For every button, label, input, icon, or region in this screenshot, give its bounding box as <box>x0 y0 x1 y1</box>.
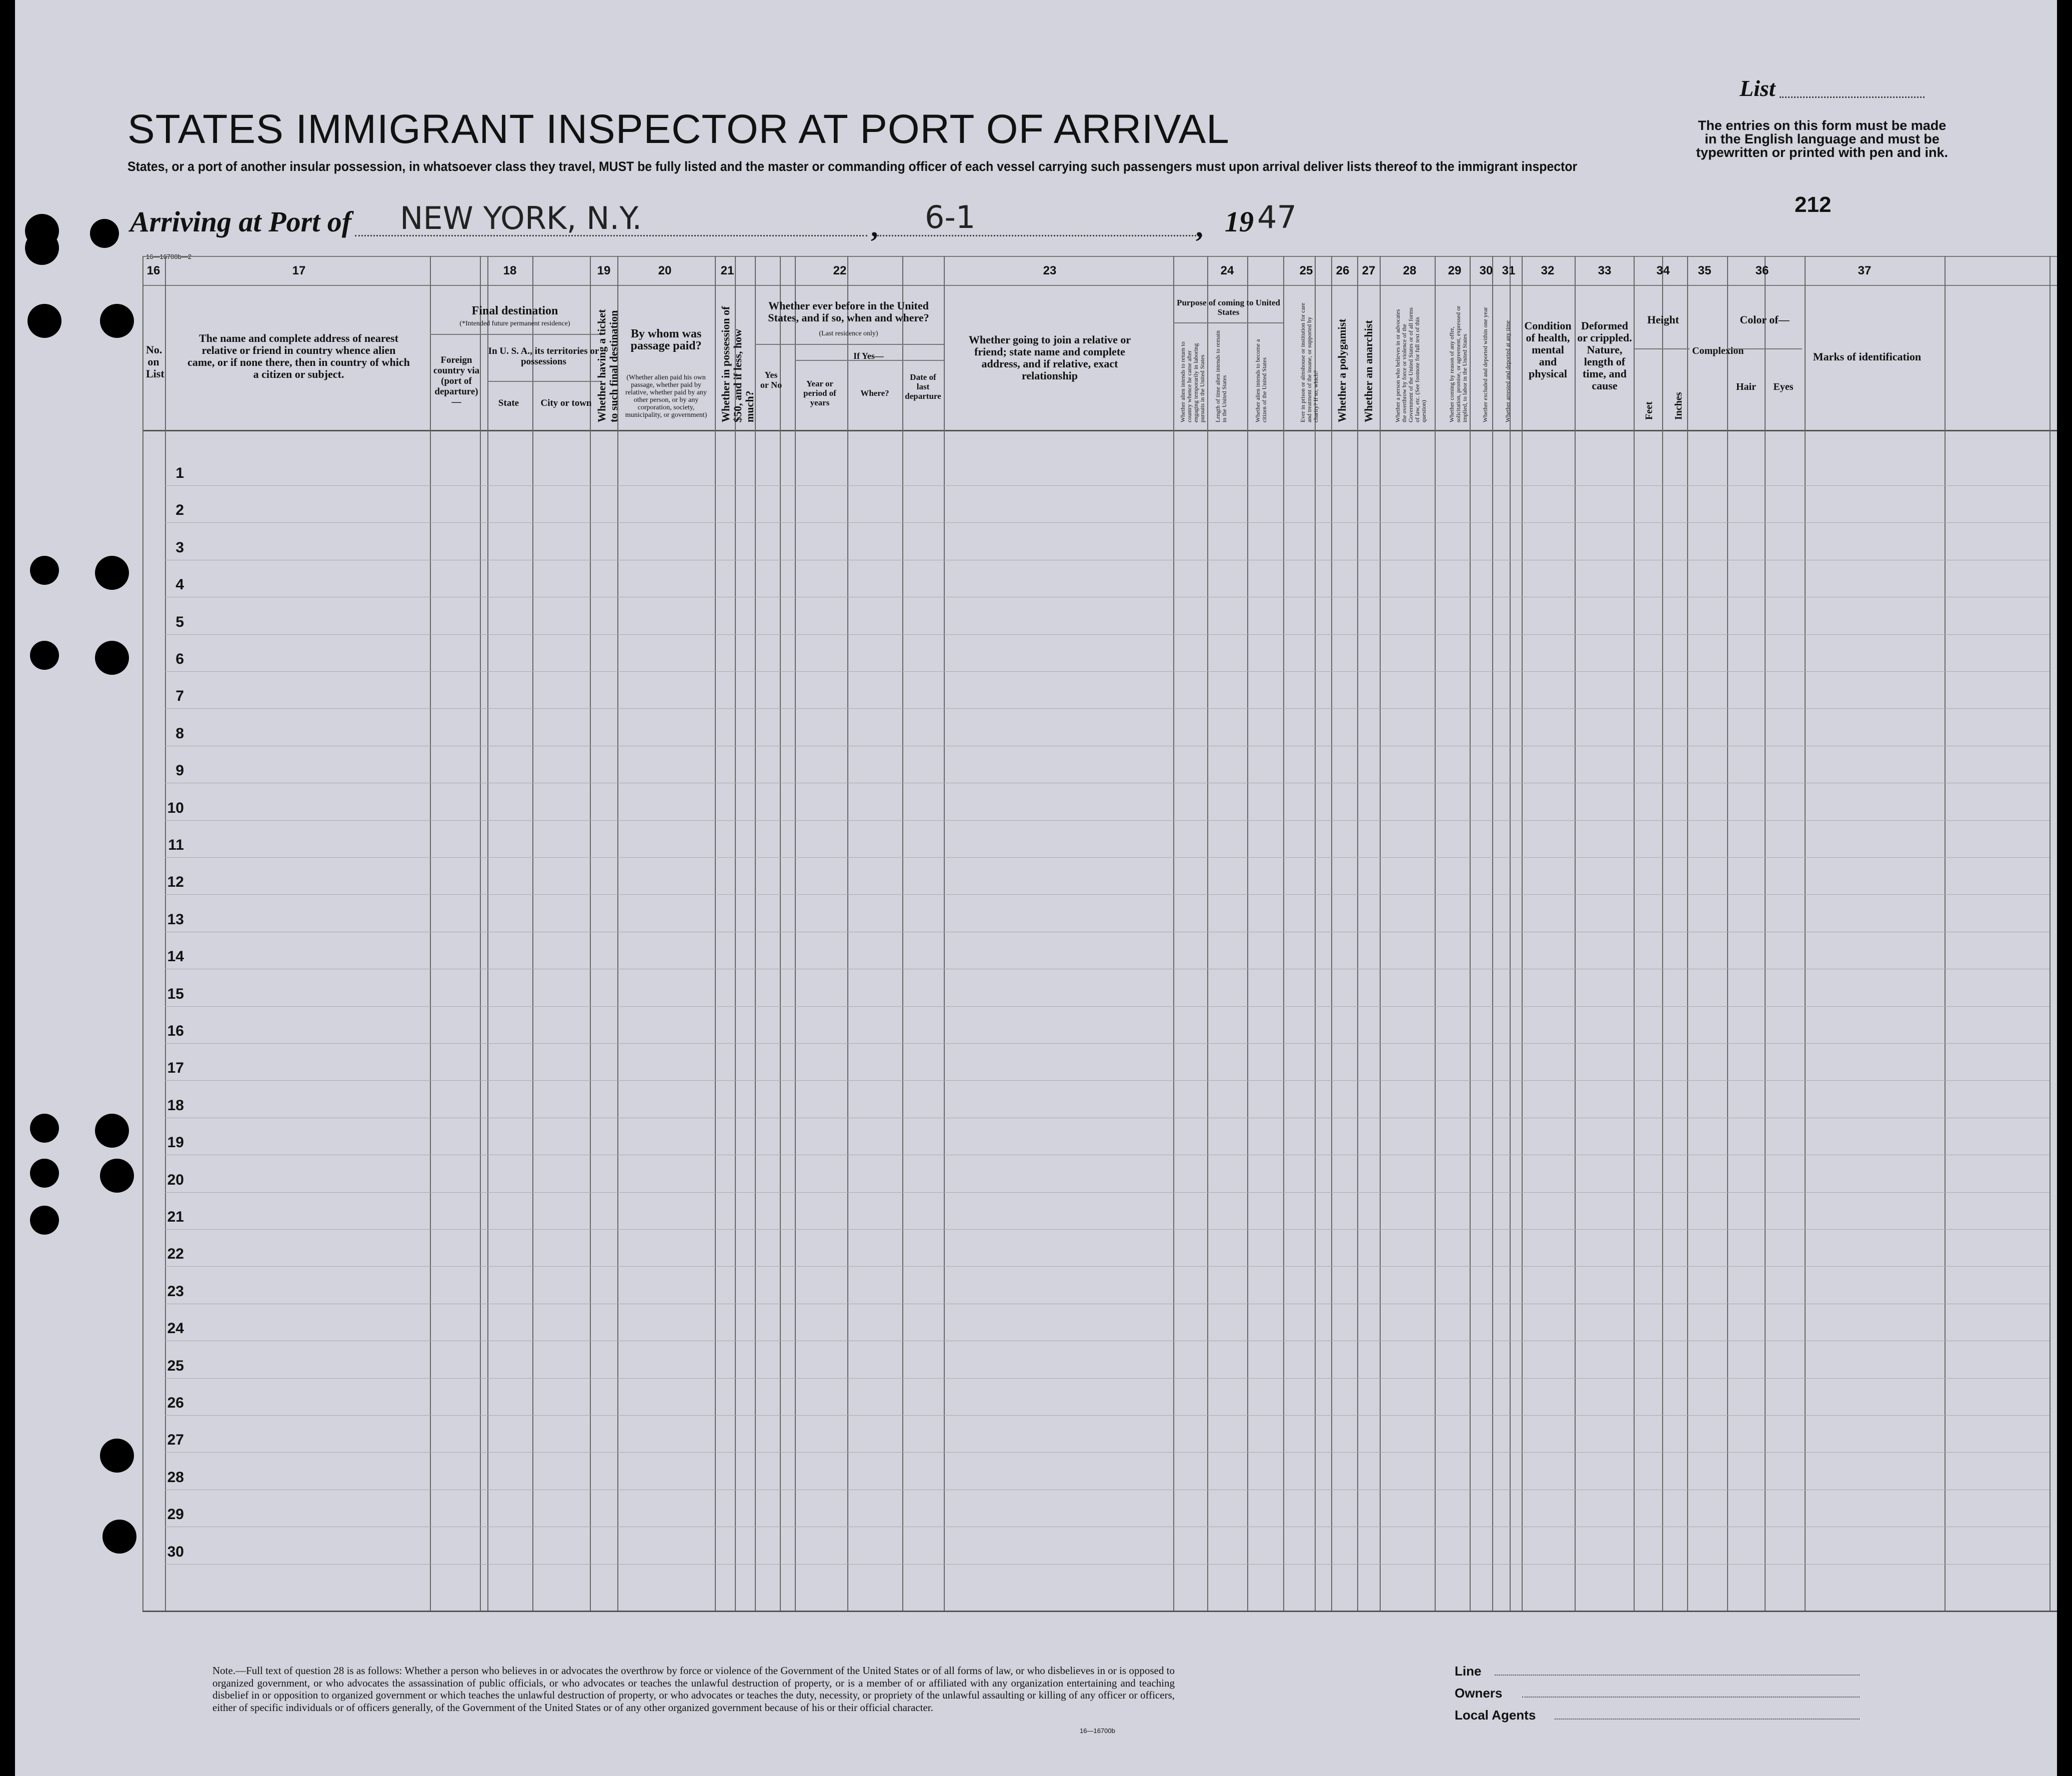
divider-line <box>487 381 602 382</box>
row-number: 22 <box>167 1246 184 1263</box>
column-divider <box>1687 256 1688 1611</box>
row-number: 2 <box>175 502 184 519</box>
column-number: 36 <box>1755 264 1769 277</box>
header-city-or-town: City or town <box>540 398 592 408</box>
column-divider <box>1315 256 1316 1611</box>
column-number: 29 <box>1448 264 1462 277</box>
punch-hole <box>30 1159 59 1188</box>
header-condition-health: Condition of health, mental and physical <box>1524 319 1572 380</box>
column-divider <box>1492 256 1493 1611</box>
column-divider <box>795 256 796 1611</box>
header-where: Where? <box>860 388 889 398</box>
punch-hole <box>25 231 59 265</box>
header-labor-offer: Whether coming by reason of any offer, solicitation, promise, or agreement, expressed or implied, to labor in the United States <box>1448 305 1468 422</box>
column-number: 23 <box>1043 264 1057 277</box>
punch-hole <box>100 1439 134 1473</box>
column-number: 20 <box>658 264 672 277</box>
row-rule <box>165 1229 2050 1230</box>
column-divider <box>1805 256 1806 1611</box>
row-number: 30 <box>167 1543 184 1560</box>
row-rule <box>165 708 2050 709</box>
header-ticket: Whether having a ticket to such final destination <box>595 309 620 422</box>
row-number: 17 <box>167 1060 184 1077</box>
header-prison: Ever in prison or almshouse or institution for care and treatment of the insane, or supported by charity? If so, which? <box>1299 302 1319 422</box>
column-divider <box>1634 256 1635 1611</box>
header-if-yes: If Yes— <box>853 351 884 361</box>
column-divider <box>480 256 481 1611</box>
row-number: 25 <box>167 1357 184 1374</box>
column-number: 33 <box>1598 264 1612 277</box>
row-rule <box>165 1452 2050 1453</box>
row-rule <box>165 1080 2050 1081</box>
row-number: 9 <box>175 762 184 779</box>
comma-separator: , <box>1196 210 1203 243</box>
header-purpose: Purpose of coming to United States <box>1177 298 1280 317</box>
row-number: 21 <box>167 1209 184 1225</box>
column-divider <box>430 256 431 1611</box>
column-number: 31 <box>1502 264 1516 277</box>
column-divider <box>902 256 903 1611</box>
column-number: 25 <box>1299 264 1313 277</box>
punch-hole <box>30 1114 59 1143</box>
header-complexion: Complexion <box>1692 345 1744 356</box>
column-number: 26 <box>1336 264 1350 277</box>
row-number: 11 <box>168 837 184 853</box>
owners-field-line <box>1522 1697 1860 1698</box>
page-number: 212 <box>1795 192 1832 217</box>
header-ever-before-us: Whether ever before in the United States, and if so, when and where? <box>768 299 929 324</box>
row-number: 24 <box>167 1320 184 1337</box>
header-yes-or-no: Yes or No <box>760 370 782 390</box>
line-label: Line <box>1455 1664 1482 1679</box>
port-value: NEW YORK, N.Y. <box>400 200 642 236</box>
form-subtitle: States, or a port of another insular possession, in whatsoever class they travel, MUST be fully listed and the master or commanding officer of each vessel carrying such passengers must upon arrival deliver lists thereof to the immigrant inspector <box>127 159 1578 174</box>
header-date-departure: Date of last departure <box>905 372 941 401</box>
row-number: 14 <box>167 948 184 965</box>
form-code: 16—16700b—2 <box>146 253 192 260</box>
punch-hole <box>100 304 134 338</box>
divider-line <box>1727 348 1802 349</box>
row-rule <box>165 522 2050 523</box>
column-number: 35 <box>1698 264 1712 277</box>
column-divider <box>1945 256 1946 1611</box>
divider-line <box>795 360 944 361</box>
header-height: Height <box>1647 313 1679 326</box>
column-number: 21 <box>720 264 734 277</box>
column-divider <box>715 256 716 1611</box>
header-final-destination: Final destination <box>471 304 558 317</box>
column-divider <box>755 256 756 1611</box>
punch-hole <box>90 219 119 248</box>
row-number: 20 <box>167 1171 184 1188</box>
column-number: 16 <box>146 264 160 277</box>
column-divider <box>1522 256 1523 1611</box>
divider-line <box>430 334 602 335</box>
punch-hole <box>30 1206 59 1235</box>
local-agents-label: Local Agents <box>1455 1708 1536 1723</box>
punch-hole <box>27 304 61 338</box>
row-number: 18 <box>167 1097 184 1114</box>
list-label: List <box>1740 75 1776 101</box>
header-fifty-dollars: Whether in possession of $50, and if less, how much? <box>719 306 756 422</box>
row-rule <box>165 1043 2050 1044</box>
header-overthrow: Whether a person who believes in or advocates the overthrow by force or violence of the Government of the United States or of all forms of law, etc. (See footnote for full text of this question) <box>1394 307 1427 422</box>
row-rule <box>165 857 2050 858</box>
footer-form-code: 16—16700b <box>1080 1727 1115 1735</box>
column-divider <box>944 256 945 1611</box>
column-divider <box>142 256 143 1611</box>
header-deformed: Deformed or crippled. Nature, length of time, and cause <box>1577 319 1632 392</box>
row-number: 7 <box>175 688 184 705</box>
header-purpose-return: Whether alien intends to return to country whence he came after engaging temporarily in laboring pursuits in the United States <box>1179 341 1206 422</box>
header-purpose-length: Length of time alien intends to remain in the United States <box>1214 330 1228 422</box>
header-last-residence: (Last residence only) <box>819 330 878 337</box>
punch-hole <box>95 641 129 675</box>
year-prefix: 19 <box>1225 205 1254 238</box>
header-inches: Inches <box>1673 392 1684 420</box>
column-divider <box>735 256 736 1611</box>
column-divider <box>1357 256 1358 1611</box>
column-divider <box>1575 256 1576 1611</box>
header-foreign-country: Foreign country via (port of departure)— <box>433 355 480 407</box>
column-divider <box>780 256 781 1611</box>
row-number: 1 <box>175 465 184 481</box>
row-number: 16 <box>167 1023 184 1039</box>
row-number: 4 <box>175 576 184 593</box>
punch-hole <box>95 1114 129 1148</box>
column-number: 18 <box>503 264 517 277</box>
row-number: 8 <box>175 725 184 742</box>
list-number-line <box>1780 96 1925 98</box>
header-final-destination-note: (*Intended future permanent residence) <box>459 320 570 327</box>
owners-label: Owners <box>1455 1686 1503 1701</box>
divider-line <box>1173 322 1283 323</box>
column-divider <box>1207 256 1208 1611</box>
column-number: 28 <box>1403 264 1417 277</box>
row-rule <box>165 820 2050 821</box>
divider-line <box>755 344 944 345</box>
row-rule <box>165 1006 2050 1007</box>
header-nearest-relative: The name and complete address of nearest relative or friend in country whence alien came, or if none there, then in country of which a citizen or subject. <box>187 332 410 380</box>
row-rule <box>165 1192 2050 1193</box>
header-anarchist: Whether an anarchist <box>1362 320 1375 422</box>
header-color-of: Color of— <box>1740 313 1790 326</box>
column-divider <box>1470 256 1471 1611</box>
row-rule <box>165 1378 2050 1379</box>
column-divider <box>487 256 488 1611</box>
column-number: 37 <box>1858 264 1872 277</box>
footnote-question-28: Note.—Full text of question 28 is as follows: Whether a person who believes in or advocates the overthrow by force or violence of the Government of the United States or of all forms of law, or who disbelieves in or is opposed to organized government, or who advocates the assassination of public officials, or who advocates or teaches the unlawful destruction of property, or is a member of or affiliated with any organization entertaining and teaching disbelief in or opposition to organized government or which teaches the unlawful destruction of property, or who advocates or teaches the duty, necessity, or propriety of the unlawful assaulting or killing of any officer or officers, either of specific individuals or of officers generally, of the Government of the United States or of any other organized government because of his or their official character. <box>212 1665 1175 1714</box>
row-number: 15 <box>167 985 184 1002</box>
punch-hole <box>100 1159 134 1193</box>
column-number: 27 <box>1362 264 1376 277</box>
column-number: 32 <box>1541 264 1555 277</box>
column-number: 34 <box>1656 264 1670 277</box>
punch-hole <box>102 1520 136 1554</box>
header-in-usa: In U. S. A., its territories or possessions <box>488 346 599 367</box>
row-number: 23 <box>167 1283 184 1300</box>
header-feet: Feet <box>1644 401 1655 420</box>
row-number: 29 <box>167 1506 184 1523</box>
table-bottom-border <box>142 1611 2057 1612</box>
header-passage-paid: By whom was passage paid? <box>630 327 702 352</box>
row-number: 19 <box>167 1134 184 1151</box>
header-eyes: Eyes <box>1773 381 1794 392</box>
row-number: 5 <box>175 613 184 630</box>
column-divider <box>1727 256 1728 1611</box>
punch-hole <box>30 641 59 670</box>
header-excluded: Whether excluded and deported within one year <box>1482 307 1489 422</box>
row-number: 10 <box>167 799 184 816</box>
row-number: 13 <box>167 911 184 928</box>
line-field-line <box>1495 1675 1860 1676</box>
form-title: STATES IMMIGRANT INSPECTOR AT PORT OF ARRIVAL <box>127 106 1230 152</box>
row-number: 26 <box>167 1395 184 1411</box>
punch-hole <box>30 556 59 585</box>
header-passage-paid-note: (Whether alien paid his own passage, whether paid by relative, whether paid by any other person, or by any corporation, society, municipality, or government) <box>625 374 707 419</box>
column-divider <box>1662 256 1663 1611</box>
punch-hole <box>95 556 129 590</box>
divider-line <box>1635 348 1690 349</box>
column-number: 30 <box>1479 264 1493 277</box>
column-divider <box>847 256 848 1611</box>
row-number: 27 <box>167 1432 184 1449</box>
header-polygamist: Whether a polygamist <box>1336 318 1348 422</box>
column-divider <box>1247 256 1248 1611</box>
row-rule <box>165 1415 2050 1416</box>
row-rule <box>165 894 2050 895</box>
header-marks-identification: Marks of identification <box>1813 350 1922 363</box>
column-divider <box>617 256 618 1611</box>
header-no-on-list: No. on List <box>146 343 164 380</box>
comma-separator: , <box>871 210 878 243</box>
column-divider <box>1510 256 1511 1611</box>
column-divider <box>1765 256 1766 1611</box>
arriving-label: Arriving at Port of <box>130 205 352 238</box>
column-divider <box>1380 256 1381 1611</box>
row-rule <box>165 485 2050 486</box>
manifest-page <box>15 0 2057 1776</box>
date-value: 6-1 <box>925 199 976 235</box>
header-state: State <box>498 398 519 408</box>
header-join-relative: Whether going to join a relative or friend; state name and complete address, and if relative, exact relationship <box>968 333 1131 382</box>
column-number: 17 <box>292 264 306 277</box>
row-number: 3 <box>175 539 184 556</box>
english-language-note: The entries on this form must be made in the English language and must be typewritten or printed with pen and ink. <box>1696 118 1949 160</box>
row-rule <box>165 1564 2050 1565</box>
header-year-period: Year or period of years <box>803 379 836 407</box>
row-rule <box>165 634 2050 635</box>
column-divider <box>590 256 591 1611</box>
header-purpose-citizen: Whether alien intends to become a citizen of the United States <box>1254 339 1268 422</box>
row-number: 12 <box>167 874 184 891</box>
header-arrested: Whether arrested and deported at any time <box>1504 320 1511 422</box>
column-number: 19 <box>597 264 611 277</box>
column-divider <box>1173 256 1174 1611</box>
row-rule <box>165 1266 2050 1267</box>
row-number: 28 <box>167 1469 184 1486</box>
row-number: 6 <box>175 651 184 667</box>
row-rule <box>165 671 2050 672</box>
column-divider <box>1331 256 1332 1611</box>
year-value: 47 <box>1257 199 1297 235</box>
column-divider <box>2050 256 2051 1611</box>
column-divider <box>1283 256 1284 1611</box>
local-agents-field-line <box>1555 1719 1860 1720</box>
header-hair: Hair <box>1736 381 1756 392</box>
column-divider <box>532 256 533 1611</box>
column-number: 22 <box>833 264 847 277</box>
column-divider <box>1435 256 1436 1611</box>
column-number: 24 <box>1220 264 1234 277</box>
